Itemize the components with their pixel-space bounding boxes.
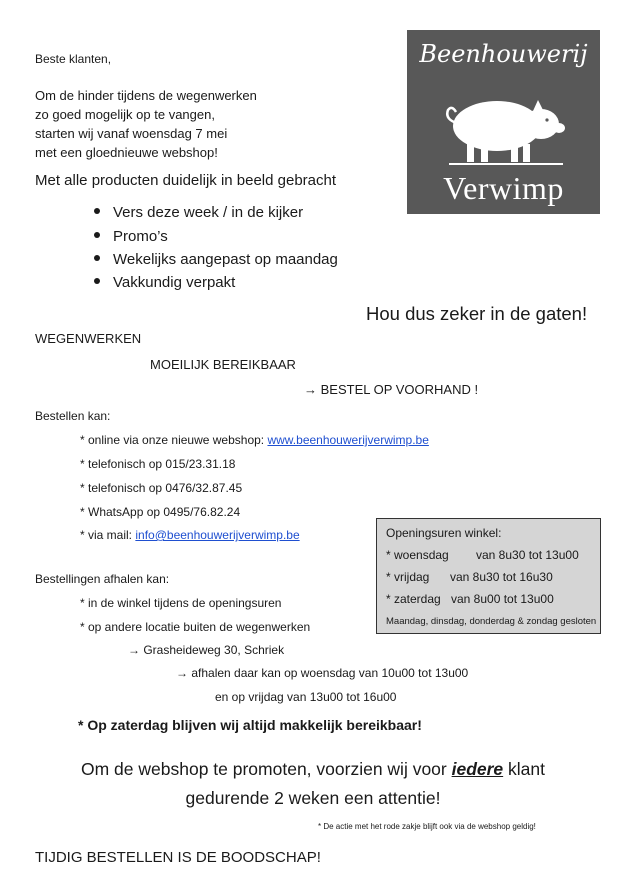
pickup-times: → afhalen daar kan op woensdag van 10u00 tot 13u00 <box>176 666 469 680</box>
logo-script-text: Beenhouwerij <box>419 40 588 68</box>
promo-line: gedurende 2 weken een attentie! <box>185 788 441 808</box>
promo-emphasis: iedere <box>451 759 504 779</box>
order-online: * online via onze nieuwe webshop: www.beenhouwerijverwimp.be <box>80 433 429 447</box>
hours-time: van 8u00 tot 13u00 <box>451 592 554 606</box>
footnote: * De actie met het rode zakje blijft ook via de webshop geldig! <box>318 822 536 831</box>
intro-line: Om de hinder tijdens de wegenwerken <box>35 88 257 103</box>
hours-closed: Maandag, dinsdag, donderdag & zondag gesloten <box>386 616 597 627</box>
bullet-icon <box>94 255 100 261</box>
order-phone: * telefonisch op 0476/32.87.45 <box>80 481 243 495</box>
saturday-note: * Op zaterdag blijven wij altijd makkelijk bereikbaar! <box>78 717 422 733</box>
roadworks-action: → BESTEL OP VOORHAND ! <box>304 382 479 397</box>
greeting: Beste klanten, <box>35 52 112 66</box>
opening-hours-box <box>376 518 601 634</box>
closing-line: TIJDIG BESTELLEN IS DE BOODSCHAP! <box>35 849 321 866</box>
feature-item: Promo’s <box>94 228 168 245</box>
logo-name-text: Verwimp <box>443 170 564 206</box>
hours-title: Openingsuren winkel: <box>386 526 502 540</box>
products-line: Met alle producten duidelijk in beeld gebracht <box>35 172 337 189</box>
order-phone: * telefonisch op 015/23.31.18 <box>80 457 236 471</box>
hours-time: van 8u30 tot 16u30 <box>450 570 553 584</box>
pickup-line: * in de winkel tijdens de openingsuren <box>80 596 282 610</box>
hours-time: van 8u30 tot 13u00 <box>476 548 579 562</box>
hours-day: * woensdag <box>386 548 449 562</box>
pickup-line: * op andere locatie buiten de wegenwerken <box>80 620 311 634</box>
order-whatsapp: * WhatsApp op 0495/76.82.24 <box>80 505 241 519</box>
pickup-title: Bestellingen afhalen kan: <box>35 572 170 586</box>
roadworks-title: WEGENWERKEN <box>35 331 142 346</box>
intro-line: met een gloednieuwe webshop! <box>35 145 218 160</box>
brand-logo <box>407 30 600 214</box>
bullet-icon <box>94 232 100 238</box>
feature-item: Vers deze week / in de kijker <box>94 204 303 221</box>
hours-day: * zaterdag <box>386 592 441 606</box>
feature-item: Wekelijks aangepast op maandag <box>94 251 338 268</box>
promo-line: Om de webshop te promoten, voorzien wij voor iedere klant <box>81 759 545 779</box>
slogan: Hou dus zeker in de gaten! <box>366 303 588 324</box>
intro-line: starten wij vanaf woensdag 7 mei <box>35 126 228 141</box>
order-mail: * via mail: info@beenhouwerijverwimp.be <box>80 528 300 542</box>
pickup-times: en op vrijdag van 13u00 tot 16u00 <box>215 690 397 704</box>
mail-link[interactable]: info@beenhouwerijverwimp.be <box>135 528 300 542</box>
ordering-title: Bestellen kan: <box>35 409 111 423</box>
roadworks-subtitle: MOEILIJK BEREIKBAAR <box>150 357 296 372</box>
intro-line: zo goed mogelijk op te vangen, <box>35 107 215 122</box>
hours-day: * vrijdag <box>386 570 430 584</box>
pig-icon <box>437 82 571 168</box>
bullet-icon <box>94 278 100 284</box>
webshop-link[interactable]: www.beenhouwerijverwimp.be <box>267 433 429 447</box>
feature-item: Vakkundig verpakt <box>94 274 235 291</box>
pickup-address: → Grasheideweg 30, Schriek <box>128 643 285 657</box>
bullet-icon <box>94 208 100 214</box>
